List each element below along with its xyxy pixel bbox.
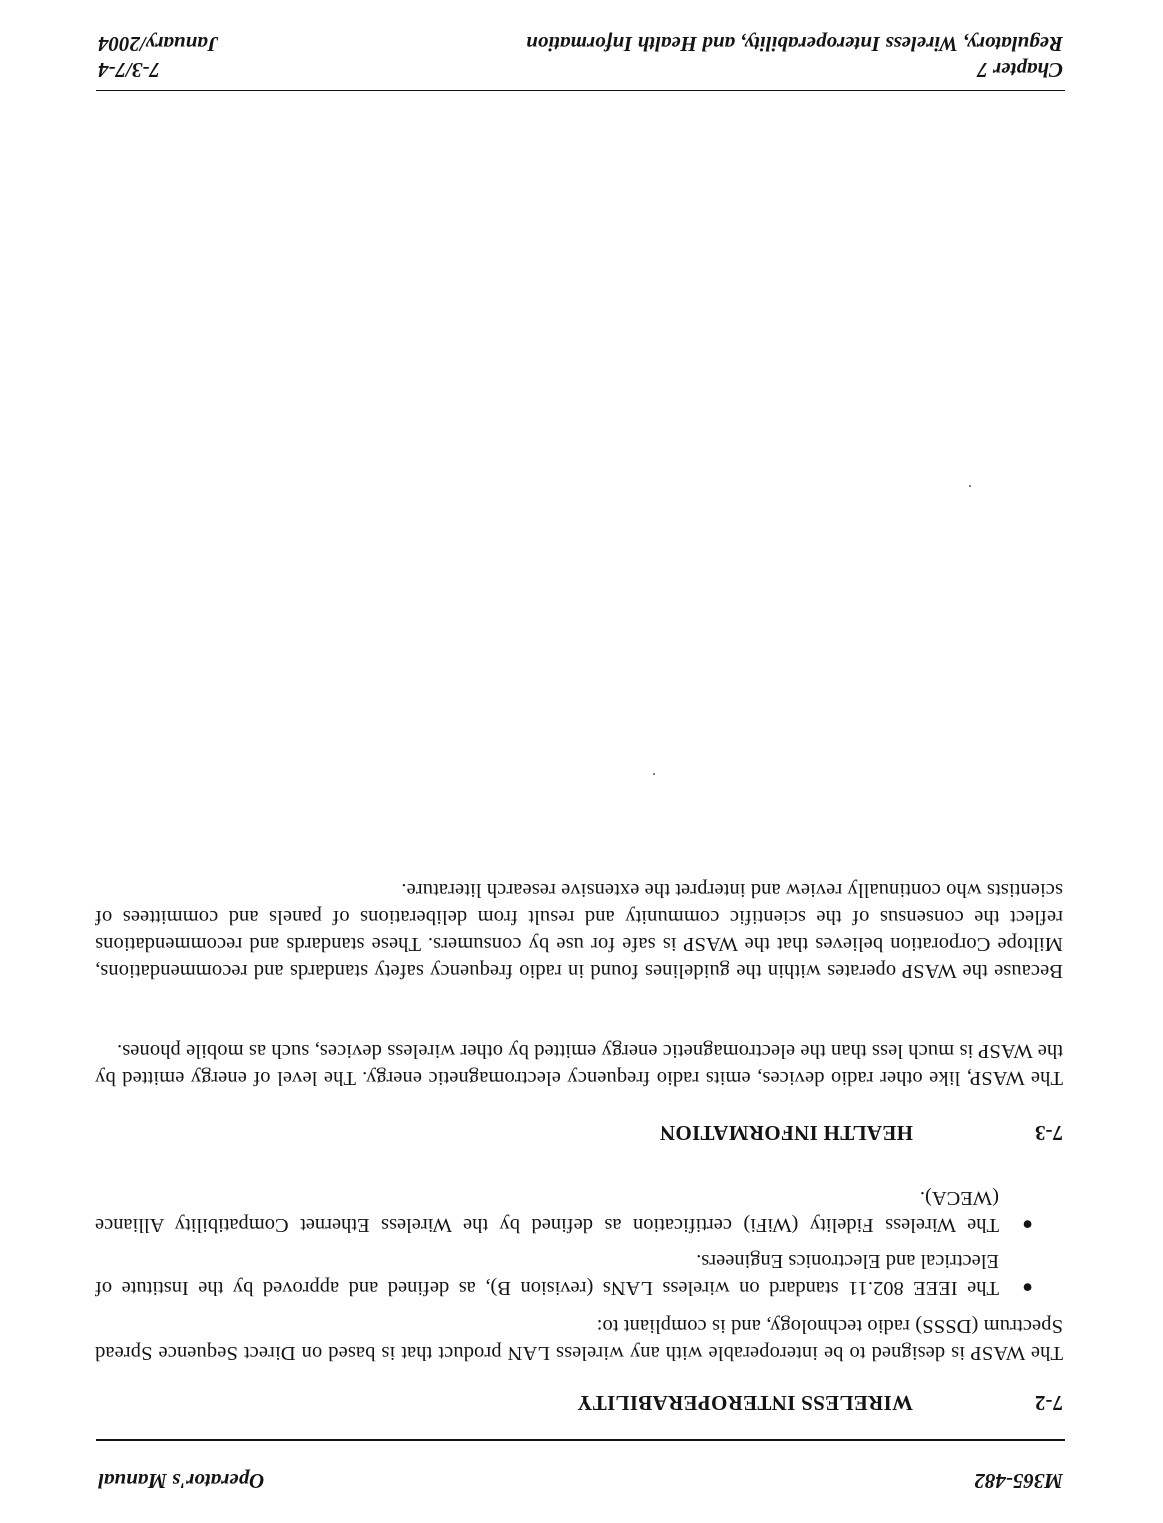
section-7-2-number: 7-2 [1035, 1391, 1063, 1415]
section-7-3-title: HEALTH INFORMATION [659, 1121, 913, 1145]
bullet-icon: ● [1022, 1215, 1033, 1235]
health-paragraph-1: The WASP, like other radio devices, emits radio frequency electromagnetic energy. The level of energy emitted by the WASP is much less than the electromagnetic energy emitted by other wireless devices, such as mobile phones. [95, 1040, 1063, 1089]
header-document-number: M365-482 [974, 1469, 1063, 1493]
footer-date: January/2004 [98, 32, 219, 56]
footer-chapter: Chapter 7 [977, 58, 1063, 82]
section-7-2-title: WIRELESS INTEROPERABILITY [576, 1391, 913, 1415]
scan-speck [969, 485, 971, 487]
compliance-list [95, 1175, 1039, 1301]
footer-page-number: 7-3/7-4 [98, 58, 160, 82]
header-rule [96, 1439, 1065, 1441]
section-7-2-intro: The WASP is designed to be interoperable with any wireless LAN product that is based on Direct Sequence Spread Spectrum (DSSS) radio technology, and is compliant to: [95, 1315, 1063, 1364]
health-paragraph-2: Because the WASP operates within the guidelines found in radio frequency safety standards and recommendations, Miltope Corporation believes that the WASP is safe for use by consumers. These standards and recommendations reflect the consensus of the scientific community and result from deliberations of panels and committees of scientists who continually review and interpret the extensive research literature. [95, 879, 1063, 982]
scan-speck [653, 773, 655, 775]
list-item: ● The IEEE 802.11 standard on wireless LANs (revision B), as defined and approved by the Institute of Electrical and Electronics Engineers. [95, 1250, 1033, 1299]
footer-chapter-title: Regulatory, Wireless Interoperability, and Health Information [526, 32, 1063, 56]
header-manual-title: Operator's Manual [98, 1469, 265, 1493]
bullet-icon: ● [1022, 1278, 1033, 1298]
section-7-3-number: 7-3 [1035, 1121, 1063, 1145]
list-item: ● The Wireless Fidelity (WiFi) certification as defined by the Wireless Ethernet Compatibility Alliance (WECA). [95, 1187, 1033, 1236]
footer-rule [96, 90, 1065, 91]
